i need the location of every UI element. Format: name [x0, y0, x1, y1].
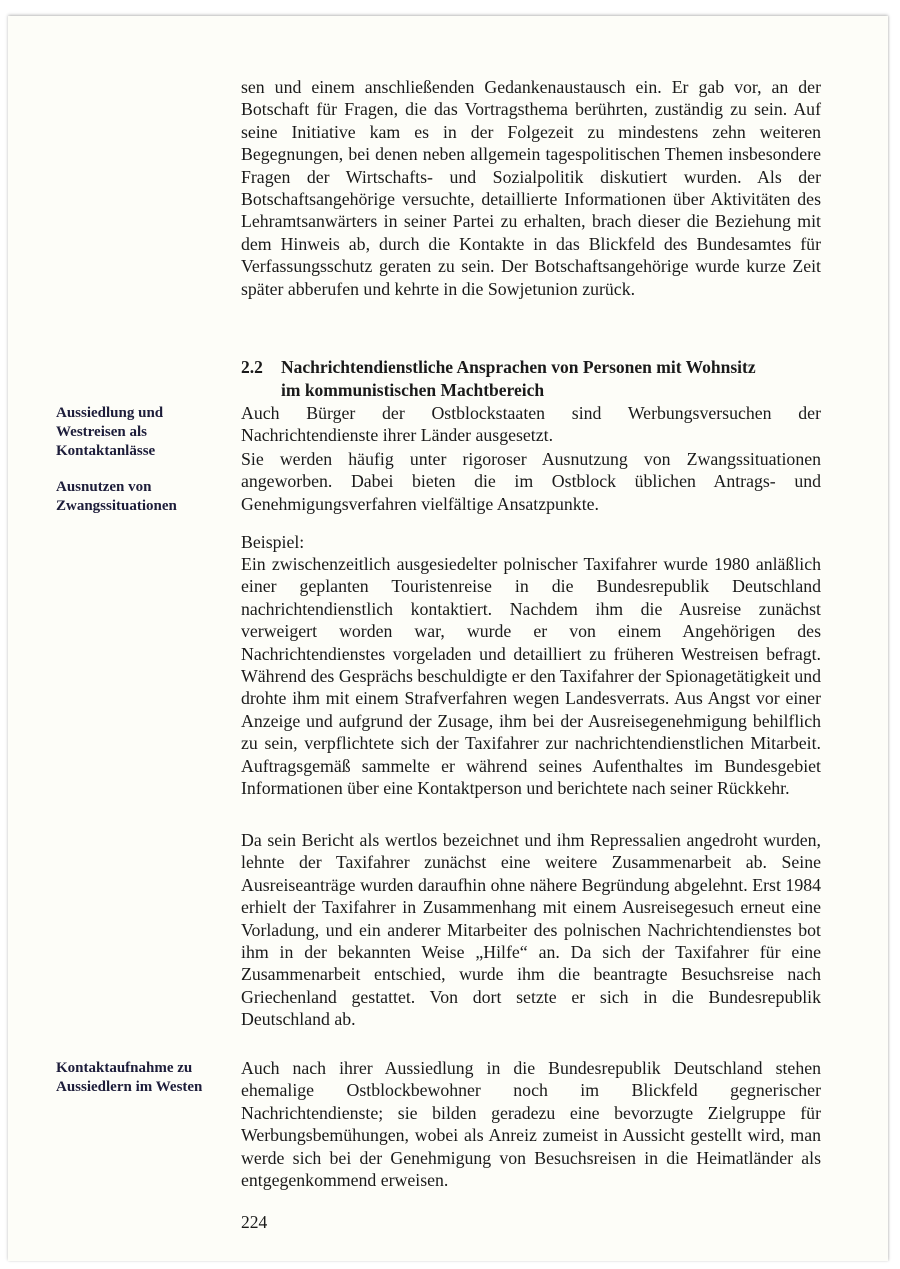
- section-number: 2.2: [241, 357, 263, 377]
- intro-paragraph: sen und einem anschließenden Gedankenaustausch ein. Er gab vor, an der Botschaft für Fragen, die das Vortragsthema berührten, zuständig zu sein. Auf seine Initiative kam es in der Folgezeit zu mindestens zehn weiteren Begegnungen, bei denen neben allgemein tagespolitischen Themen insbesondere Fragen der Wirtschafts- und Sozialpolitik diskutiert wurden. Als der Botschaftsangehörige versuchte, detaillierte Informationen über Aktivitäten des Lehramtsanwärters in seiner Partei zu erhalten, brach dieser die Beziehung mit dem Hinweis ab, durch die Kontakte in das Blickfeld des Bundesamtes für Verfassungsschutz geraten zu sein. Der Botschaftsangehörige wurde kurze Zeit später abberufen und kehrte in die Sowjetunion zurück.: [241, 77, 821, 299]
- paragraph-taxi-driver: Da sein Bericht als wertlos bezeichnet und ihm Repressalien angedroht wurden, lehnte der Taxifahrer zunächst eine weitere Zusammenarbeit ab. Seine Ausreiseanträge wurden daraufhin ohne nähere Begründung abgelehnt. Erst 1984 erhielt der Taxifahrer in Zusammenhang mit einem Ausreisegesuch erneut eine Vorladung, und ein anderer Mitarbeiter des polnischen Nachrichtendienstes bot ihm in der bekannten Weise „Hilfe“ an. Da sich der Taxifahrer für eine Zusammenarbeit entschied, wurde ihm die beantragte Besuchsreise nach Griechenland gestattet. Von dort setzte er sich in die Bundesrepublik Deutschland ab.: [241, 830, 821, 1030]
- paragraph-citizens: Auch Bürger der Ostblockstaaten sind Werbungsversuchen der Nachrichtendienste ihrer Länder ausgesetzt.: [241, 403, 821, 446]
- margin-note-coercion: Ausnutzen von Zwangssituationen: [56, 479, 177, 514]
- paragraph-emigrants: Auch nach ihrer Aussiedlung in die Bundesrepublik Deutschland stehen ehemalige Ostblockbewohner noch im Blickfeld gegnerischer Nachrichtendienste; sie bilden geradezu eine bevorzugte Zielgruppe für Werbungsbemühungen, wobei als Anreiz zumeist in Aussicht gestellt wird, man werde sich bei der Genehmigung von Besuchsreisen in die Heimatländer als entgegenkommend erweisen.: [241, 1058, 821, 1191]
- document-page: [8, 16, 888, 1261]
- section-title-line1: Nachrichtendienstliche Ansprachen von Personen mit Wohnsitz: [281, 357, 756, 377]
- margin-note-emigrants: Kontaktaufnahme zu Aussiedlern im Westen: [56, 1060, 203, 1095]
- example-label: Beispiel:: [241, 532, 305, 552]
- example-paragraph: Ein zwischenzeitlich ausgesiedelter polnischer Taxifahrer wurde 1980 anläßlich einer geplanten Touristenreise in die Bundesrepublik Deutschland nachrichtendienstlich kontaktiert. Nachdem ihm die Ausreise zunächst verweigert worden war, wurde er von einem Angehörigen des Nachrichtendienstes vorgeladen und detailliert zu früheren Westreisen befragt. Während des Gesprächs beschuldigte er den Taxifahrer der Spionagetätigkeit und drohte ihm mit einem Strafverfahren wegen Landesverrats. Aus Angst vor einer Anzeige und aufgrund der Zusage, ihm bei der Ausreisegenehmigung behilflich zu sein, verpflichtete sich der Taxifahrer zur nachrichtendienstlichen Mitarbeit. Auftragsgemäß sammelte er während seines Aufenthaltes im Bundesgebiet Informationen über eine Kontaktperson und berichtete nach seiner Rückkehr.: [241, 554, 821, 799]
- paragraph-coercion: Sie werden häufig unter rigoroser Ausnutzung von Zwangssituationen angeworben. Dabei bieten die im Ostblock üblichen Antrags- und Genehmigungsverfahren vielfältige Ansatzpunkte.: [241, 449, 821, 514]
- margin-note-contact-occasions: Aussiedlung und Westreisen als Kontaktanlässe: [56, 405, 164, 459]
- section-heading: [241, 356, 831, 401]
- page-number: 224: [241, 1212, 268, 1232]
- section-title-line2: im kommunistischen Machtbereich: [281, 379, 545, 400]
